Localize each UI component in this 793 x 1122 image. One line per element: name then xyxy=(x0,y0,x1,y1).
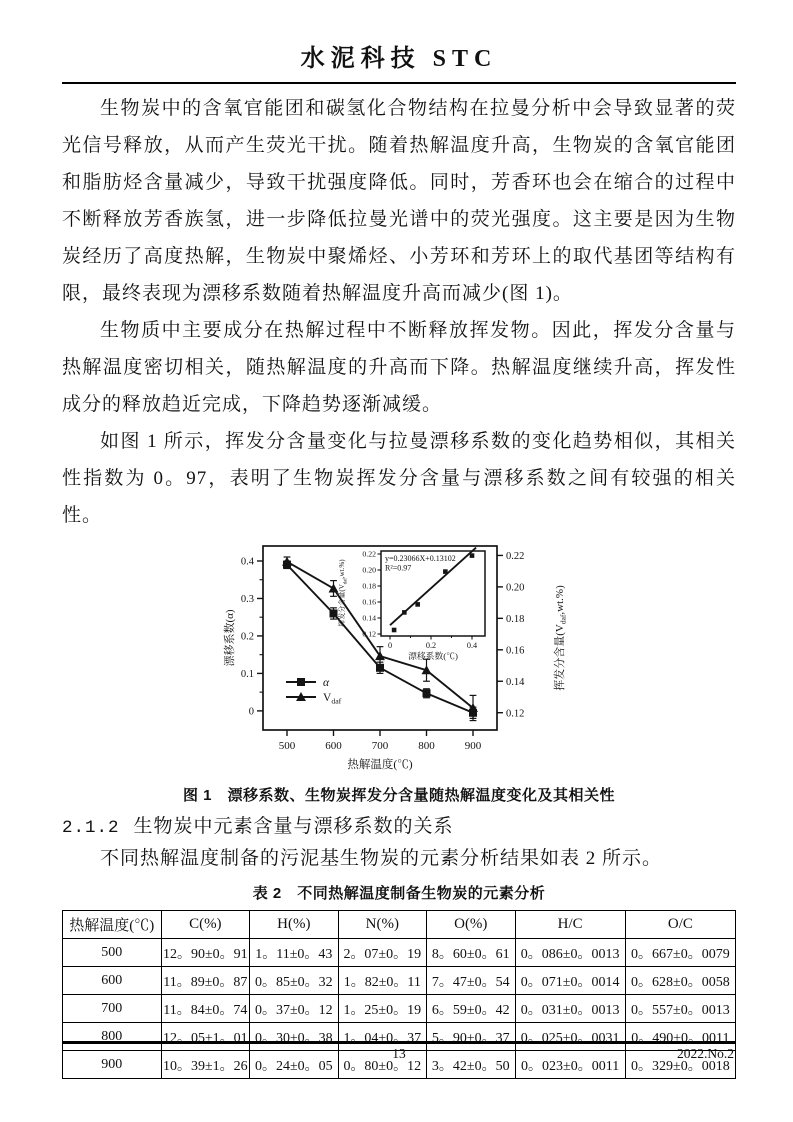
svg-text:500: 500 xyxy=(278,740,296,752)
svg-text:R²=0.97: R²=0.97 xyxy=(385,563,412,573)
svg-text:0: 0 xyxy=(248,706,254,718)
table-cell: 0。025±0。0031 xyxy=(515,1023,625,1051)
footer-rule xyxy=(62,1041,736,1044)
table-cell: 0。490±0。0011 xyxy=(625,1023,735,1051)
svg-text:挥发分含量(Vdaf,wt.%): 挥发分含量$(V_{daf},wt.\%)$ xyxy=(338,559,349,627)
svg-text:0.14: 0.14 xyxy=(362,613,376,623)
svg-text:0.4: 0.4 xyxy=(466,641,478,650)
table-cell: 0。667±0。0079 xyxy=(625,939,735,967)
svg-text:漂移系数(α): 漂移系数(α) xyxy=(224,609,236,667)
table-cell: 1。04±0。37 xyxy=(338,1023,426,1051)
table-cell: 0。031±0。0013 xyxy=(515,995,625,1023)
table-cell: 1。82±0。11 xyxy=(338,967,426,995)
section-title: 生物炭中元素含量与漂移系数的关系 xyxy=(133,816,454,837)
table-cell: 11。89±0。87 xyxy=(161,967,249,995)
table-cell: 0。30±0。38 xyxy=(250,1023,338,1051)
table-cell: 12。90±0。91 xyxy=(161,939,249,967)
figure-caption: 图 1 漂移系数、生物炭挥发分含量随热解温度变化及其相关性 xyxy=(182,787,615,804)
table-header-cell: H(%) xyxy=(250,911,338,939)
paragraph-2: 生物质中主要成分在热解过程中不断释放挥发物。因此，挥发分含量与热解温度密切相关，随热解温度的升高而下降。热解温度继续升高，挥发性成分的释放趋近完成，下降趋势逐渐减缓。 xyxy=(62,320,736,415)
svg-text:Vdaf: $V_{daf}$ xyxy=(323,692,342,706)
table-header-cell: C(%) xyxy=(161,911,249,939)
svg-text:0.12: 0.12 xyxy=(362,629,376,639)
svg-text:0.16: 0.16 xyxy=(506,645,525,657)
table-cell: 0。80±0。12 xyxy=(338,1051,426,1079)
svg-text:0.18: 0.18 xyxy=(362,581,376,591)
table-cell: 0。85±0。32 xyxy=(250,967,338,995)
table-cell: 0。628±0。0058 xyxy=(625,967,735,995)
svg-text:0.22: 0.22 xyxy=(362,549,376,559)
svg-text:0.18: 0.18 xyxy=(506,613,525,625)
svg-text:漂移系数(℃): 漂移系数(℃) xyxy=(408,651,458,661)
figure-1-line-chart xyxy=(213,534,585,776)
table-cell: 1。25±0。19 xyxy=(338,995,426,1023)
body-text xyxy=(62,90,736,534)
svg-text:0.2: 0.2 xyxy=(425,641,437,650)
svg-text:0.20: 0.20 xyxy=(506,582,525,594)
svg-text:0.16: 0.16 xyxy=(362,597,376,607)
svg-text:0.22: 0.22 xyxy=(506,551,525,563)
table-header-cell: O(%) xyxy=(427,911,515,939)
svg-text:0.12: 0.12 xyxy=(506,708,525,720)
svg-text:y=0.23066X+0.13102: y=0.23066X+0.13102 xyxy=(385,554,456,563)
table-row xyxy=(63,995,736,1023)
table-cell: 5。90±0。37 xyxy=(427,1023,515,1051)
svg-text:0: 0 xyxy=(387,641,393,650)
table-cell: 11。84±0。74 xyxy=(161,995,249,1023)
issue-label: 2022.No.2 xyxy=(677,1046,734,1061)
header-rule xyxy=(62,82,736,84)
svg-text:700: 700 xyxy=(371,740,389,752)
table-cell: 0。329±0。0018 xyxy=(625,1051,735,1079)
figure-1 xyxy=(62,534,736,807)
svg-text:800: 800 xyxy=(418,740,435,752)
table-header-cell: O/C xyxy=(625,911,735,939)
table-cell: 0。557±0。0013 xyxy=(625,995,735,1023)
table-cell: 0。24±0。05 xyxy=(250,1051,338,1079)
svg-text:挥发分含量(Vdaf,wt.%): 挥发分含量$(V_{daf},wt.\%)$ xyxy=(554,585,568,691)
section-heading xyxy=(62,813,736,842)
table-cell: 700 xyxy=(63,995,162,1023)
footer-row xyxy=(62,1046,736,1066)
table-cell: 0。086±0。0013 xyxy=(515,939,625,967)
table-cell: 0。37±0。12 xyxy=(250,995,338,1023)
table-cell: 800 xyxy=(63,1023,162,1051)
table-cell: 12。05±1。01 xyxy=(161,1023,249,1051)
page-footer xyxy=(62,1041,736,1066)
svg-text:α: α xyxy=(323,677,330,689)
paragraph-1: 生物炭中的含氧官能团和碳氢化合物结构在拉曼分析中会导致显著的荧光信号释放，从而产生荧光干扰。随着热解温度升高，生物炭的含氧官能团和脂肪烃含量减少，导致干扰强度降低。同时，芳香环也会在缩合的过程中不断释放芳香族氢，进一步降低拉曼光谱中的荧光强度。这主要是因为生物炭经历了高度热解，生物炭中聚烯烃、小芳环和芳环上的取代基团等结构有限，最终表现为漂移系数随着热解温度升高而减少(图 1)。 xyxy=(62,98,736,304)
table-cell: 0。071±0。0014 xyxy=(515,967,625,995)
table-cell: 2。07±0。19 xyxy=(338,939,426,967)
table-caption: 表 2 不同热解温度制备生物炭的元素分析 xyxy=(252,885,546,902)
svg-text:0.14: 0.14 xyxy=(506,676,525,688)
table-cell: 8。60±0。61 xyxy=(427,939,515,967)
svg-text:0.2: 0.2 xyxy=(240,631,254,643)
journal-title: 水泥科技 STC xyxy=(300,46,498,72)
table-cell: 600 xyxy=(63,967,162,995)
table-cell: 3。42±0。50 xyxy=(427,1051,515,1079)
page-content xyxy=(62,0,736,1079)
svg-text:0.3: 0.3 xyxy=(240,594,254,606)
table-cell: 10。39±1。26 xyxy=(161,1051,249,1079)
table-header-cell: H/C xyxy=(515,911,625,939)
table-header-row xyxy=(63,911,736,939)
svg-text:0.1: 0.1 xyxy=(240,669,254,681)
table-header-cell: 热解温度(℃) xyxy=(63,911,162,939)
svg-text:热解温度(℃): 热解温度(℃) xyxy=(347,759,413,771)
table-cell: 7。47±0。54 xyxy=(427,967,515,995)
paragraph-3: 如图 1 所示，挥发分含量变化与拉曼漂移系数的变化趋势相似，其相关性指数为 0。97，表明了生物炭挥发分含量与漂移系数之间有较强的相关性。 xyxy=(62,431,736,526)
table-cell: 1。11±0。43 xyxy=(250,939,338,967)
paragraph-4: 不同热解温度制备的污泥基生物炭的元素分析结果如表 2 所示。 xyxy=(100,848,663,869)
svg-text:0.4: 0.4 xyxy=(240,556,254,568)
page-number: 13 xyxy=(392,1046,406,1061)
table-row xyxy=(63,967,736,995)
table-cell: 6。59±0。42 xyxy=(427,995,515,1023)
section-number: 2.1.2 xyxy=(62,818,120,838)
table-cell: 0。023±0。0011 xyxy=(515,1051,625,1079)
svg-text:600: 600 xyxy=(325,740,342,752)
table-header-cell: N(%) xyxy=(338,911,426,939)
table-row xyxy=(63,939,736,967)
table-cell: 500 xyxy=(63,939,162,967)
svg-text:0.20: 0.20 xyxy=(362,565,376,575)
svg-text:900: 900 xyxy=(464,740,482,752)
table-cell: 900 xyxy=(63,1051,162,1079)
